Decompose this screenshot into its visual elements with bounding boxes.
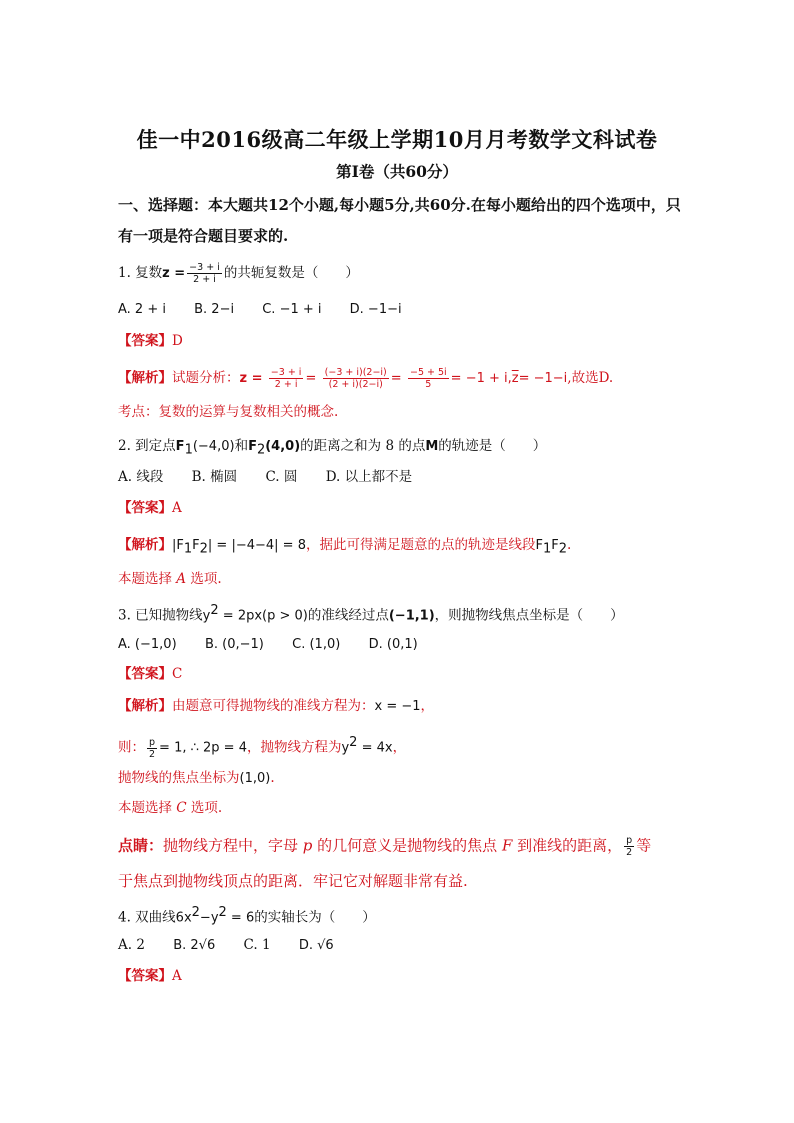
conclusion-3: 本题选择 C 选项. xyxy=(118,800,223,816)
analysis-3-line2: 则： $\frac{p}{2}$ = 1, ∴ 2p = 4，抛物线方程为$y^2 = 4x$， xyxy=(118,735,407,760)
option-c[interactable]: C. −1 + i xyxy=(262,302,322,317)
question-1-options xyxy=(118,300,426,320)
page-subtitle: 第Ⅰ卷（共60分） xyxy=(336,162,458,181)
question-4-options xyxy=(118,935,358,956)
conclusion-2: 本题选择 A 选项. xyxy=(118,571,222,587)
fraction: $\frac{(-3 + i)(2-i)}{(2 + i)(2-i)}$ xyxy=(324,367,387,390)
question-1: 1. 复数z = $\frac{-3 + i}{2 + i}$ 的共轭复数是（ ） xyxy=(118,262,359,285)
kaodian-1: 考点：复数的运算与复数相关的概念. xyxy=(118,404,339,420)
option-c[interactable]: C. 1 xyxy=(243,937,271,953)
fraction: $\frac{p}{2}$ xyxy=(149,736,156,760)
option-c[interactable]: C. (1,0) xyxy=(292,637,341,652)
analysis-1: 【解析】试题分析：z = $\frac{-3 + i}{2 + i}$ = $\frac{(-3 + i)(2-i)}{(2 + i)(2-i)}$ = $\frac{-5 + 5i}{5}$ = $-1 + i,\overline{z}= -1-i$,故选D. xyxy=(118,367,614,390)
option-a[interactable]: A. (−1,0) xyxy=(118,637,177,652)
answer-4: 【答案】A xyxy=(118,968,182,984)
answer-2: 【答案】A xyxy=(118,500,182,516)
question-3-options xyxy=(118,634,442,655)
fraction: $\frac{-5 + 5i}{5}$ xyxy=(409,367,447,390)
fraction: $\frac{p}{2}$ xyxy=(626,835,633,858)
dianjing-3-line2: 于焦点到抛物线顶点的距离．牢记它对解题非常有益. xyxy=(118,872,468,890)
option-d[interactable]: D. (0,1) xyxy=(368,637,418,652)
option-b[interactable]: B. (0,−1) xyxy=(204,637,264,652)
analysis-2: 【解析】$|F_1F_2| = |-4-4| = 8$，据此可得满足题意的点的轨迹是线段$F_1F_2$. xyxy=(118,537,572,557)
option-c[interactable]: C. 圆 xyxy=(265,469,298,485)
fraction: $\frac{-3 + i}{2 + i}$ xyxy=(270,367,302,390)
option-a[interactable]: A. 线段 xyxy=(118,469,164,485)
option-d[interactable]: D. −1−i xyxy=(349,302,402,317)
section-heading: 一、选择题：本大题共12个小题,每小题5分,共60分.在每小题给出的四个选项中，只有一项是符合题目要求的. xyxy=(118,196,681,245)
question-2: 2. 到定点$F_1(-4,0)$和$F_2(4,0)$的距离之和为 8 的点M的轨迹是（ ） xyxy=(118,438,547,458)
analysis-3: 【解析】由题意可得抛物线的准线方程为：x = −1， xyxy=(118,698,435,714)
question-2-options xyxy=(118,467,436,487)
option-b[interactable]: B. 椭圆 xyxy=(191,469,238,485)
option-b[interactable]: B. 2−i xyxy=(194,302,235,317)
page-title: 佳一中2016级高二年级上学期10月月考数学文科试卷 xyxy=(136,127,658,152)
option-d[interactable]: D. √6 xyxy=(298,938,334,953)
question-4: 4. 双曲线$6x^2-y^2 = 6$的实轴长为（ ） xyxy=(118,905,376,926)
answer-1: 【答案】D xyxy=(118,333,183,349)
fraction: $\frac{-3 + i}{2 + i}$ xyxy=(189,262,220,285)
option-d[interactable]: D. 以上都不是 xyxy=(325,469,413,485)
option-b[interactable]: B. 2√6 xyxy=(173,938,216,953)
dianjing-3: 点睛：抛物线方程中，字母 p 的几何意义是抛物线的焦点 F 到准线的距离， $\frac{p}{2}$ 等 xyxy=(118,835,652,858)
answer-3: 【答案】C xyxy=(118,666,183,682)
question-3: 3. 已知抛物线$y^2 = 2px(p > 0)$的准线经过点(−1,1)，则抛物线焦点坐标是（ ） xyxy=(118,603,624,624)
option-a[interactable]: A. 2 xyxy=(118,937,145,953)
option-a[interactable]: A. 2 + i xyxy=(118,302,166,317)
analysis-3-line3: 抛物线的焦点坐标为(1,0). xyxy=(118,770,275,786)
